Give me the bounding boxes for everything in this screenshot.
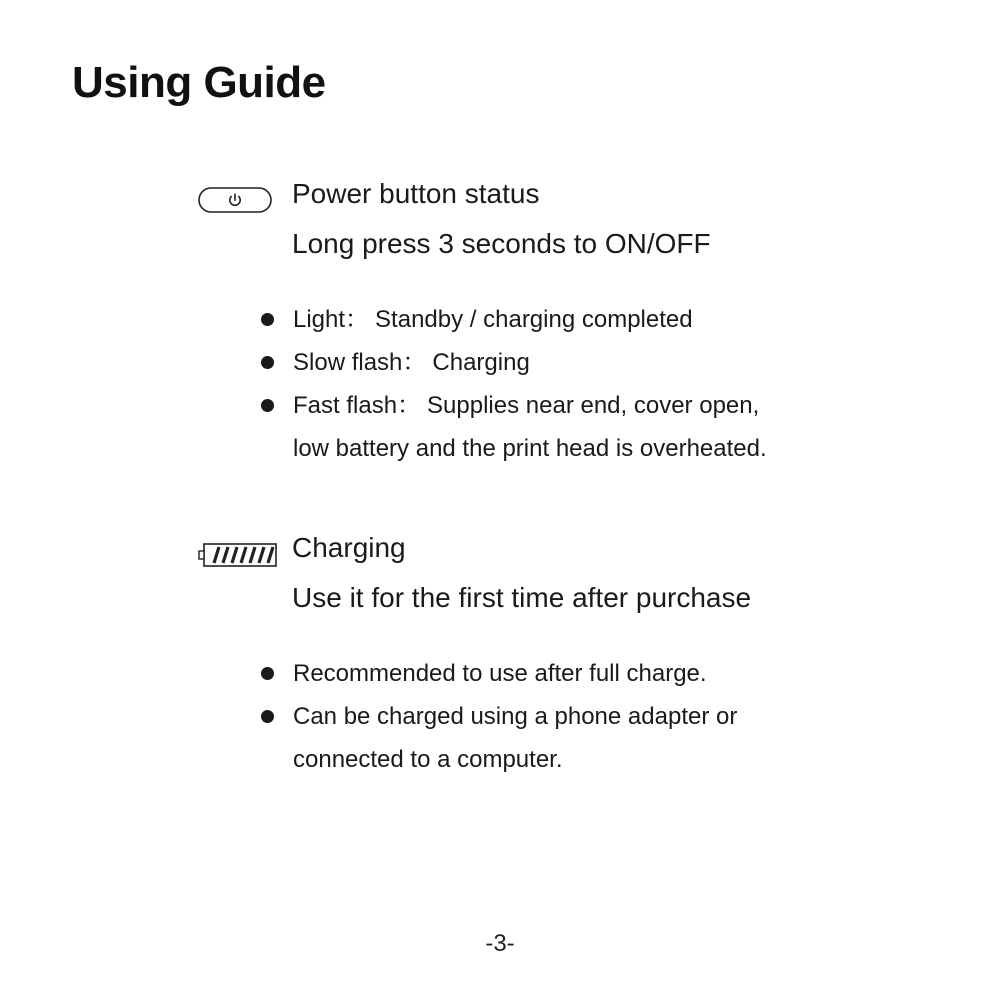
power-heading: Power button status [292,178,540,209]
status-term: Fast flash [293,392,398,419]
charging-tip: Can be charged using a phone adapter or [293,703,738,730]
page-number: -3- [485,930,515,957]
status-description-continuation: low battery and the print head is overheated. [293,435,767,462]
charging-tips-list [0,652,1000,781]
charging-tip-continuation: connected to a computer. [293,746,563,773]
page-title: Using Guide [72,58,326,107]
status-description: Standby / charging completed [375,306,693,333]
list-item [0,652,1000,695]
status-term: Light [293,306,346,333]
battery-icon [198,542,274,570]
charging-heading: Charging [292,532,406,563]
charging-subheading: Use it for the first time after purchase [292,582,752,613]
list-item [0,298,1000,341]
status-separator: ： [345,306,370,333]
status-separator: ： [397,392,422,419]
status-term: Slow flash [293,349,403,376]
charging-tip: Recommended to use after full charge. [293,660,707,687]
list-item [0,384,1000,470]
status-separator: ： [402,349,427,376]
list-item [0,695,1000,781]
power-button-icon [198,186,274,214]
power-status-list [0,298,1000,470]
status-description: Charging [432,349,530,376]
status-description: Supplies near end, cover open, [427,392,760,419]
list-item [0,341,1000,384]
power-subheading: Long press 3 seconds to ON/OFF [292,228,711,259]
